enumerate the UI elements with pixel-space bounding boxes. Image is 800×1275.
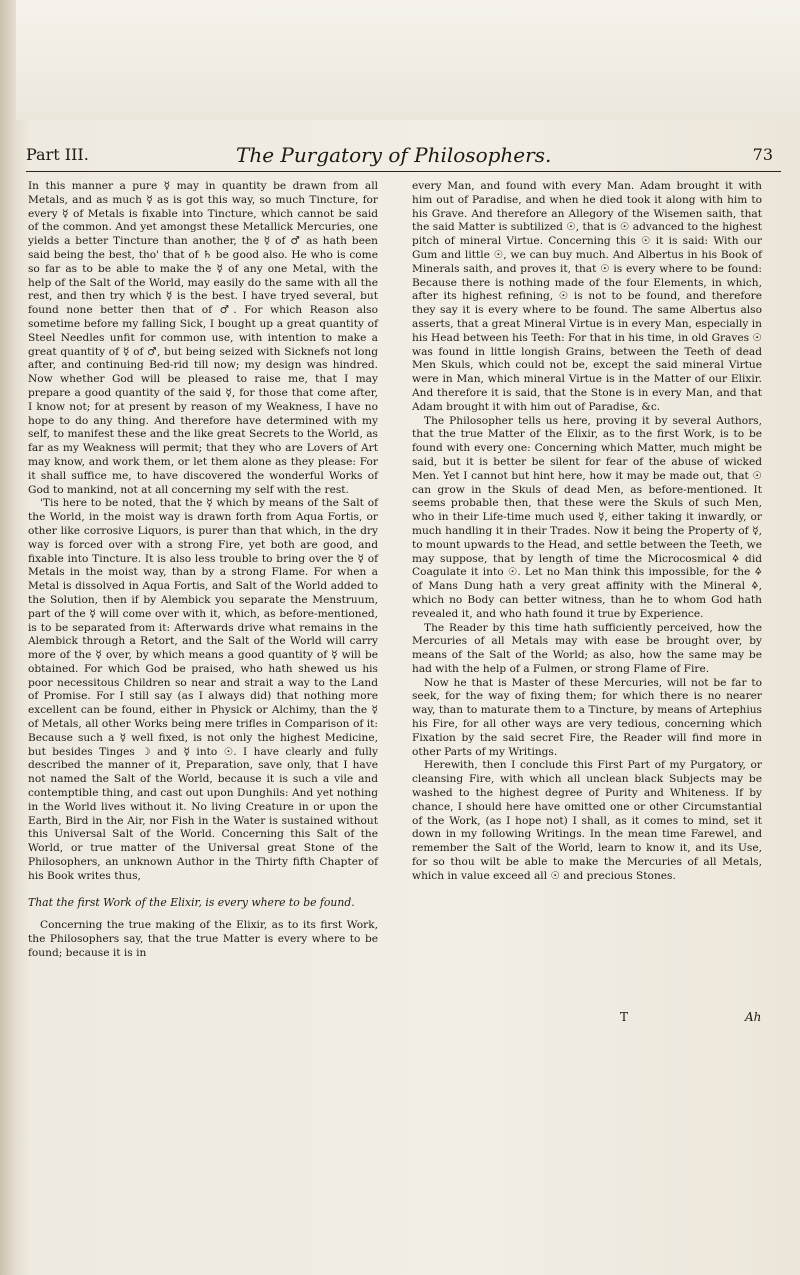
left-column [28,180,378,961]
paragraph: every Man, and found with every Man. Adam brought it with him out of Paradise, and when he died took it along with him to his Grave. And therefore an Allegory of the Wisemen saith, that the said Matter is subtilized ☉, that is ☉ advanced to the highest pitch of mineral Virtue. Concerning this ☉ it is said: With our Gum and little ☉, we can buy much. And Albertus in his Book of Minerals saith, and proves it, that ☉ is every where to be found: Because there is nothing made of the four Elements, in which, after its highest refining, ☉ is not to be found, and therefore they say it is every where to be found. The same Albertus also asserts, that a great Mineral Virtue is in every Man, especially in his Head between his Teeth: For that in his time, in old Graves ☉ was found in little longish Grains, between the Teeth of dead Men Skuls, which could not be, except the said mineral Virtue were in Man, which mineral Virtue is in the Matter of our Elixir. And therefore it is said, that the Stone is in every Man, and that Adam brought it with him out of Paradise, &c. [412,180,762,413]
signature-mark: T [620,1010,629,1024]
paragraph: In this manner a pure ☿ may in quantity be drawn from all Metals, and as much ☿ as is got this way, so much Tincture, for every ☿ of Metals is fixable into Tincture, which cannot be said of the common. And yet amongst these Metallick Mercuries, one yields a better Tincture than another, the ☿ of ♂ as hath been said being the best, tho' that of ♄ be good also. He who is come so far as to be able to make the ☿ of any one Metal, with the help of the Salt of the World, may easily do the same with all the rest, and then try which ☿ is the best. I have tryed several, but found none better then that of ♂. For which Reason also sometime before my falling Sick, I bought up a great quantity of Steel Needles unfit for common use, with intention to make a great quantity of ☿ of ♂, but being seized with Sicknefs not long after, and continuing Bed-rid till now; my design was hindred. Now whether God will be pleased to raise me, that I may prepare a good quantity of the said ☿, for those that come after, I know not; for at present by reason of my Weakness, I have no hope to do any thing. And therefore have determined with my self, to manifest these and the like great Secrets to the World, as far as my Weakness will permit; that they who are Lovers of Art may know, and work them, or let them alone as they please: For it shall suffice me, to have discovered the wonderful Works of God to mankind, not at all concerning my self with the rest. [28,180,378,496]
section-subheading: That the first Work of the Elixir, is every where to be found. [28,895,355,909]
paragraph: Now he that is Master of these Mercuries, will not be far to seek, for the way of fixing them; for which there is no nearer way, than to maturate them to a Tincture, by means of Artephius his Fire, for all other ways are very tedious, concerning which Fixation by the said secret Fire, the Reader will find more in other Parts of my Writings. [412,676,762,758]
paragraph: The Philosopher tells us here, proving it by several Authors, that the true Matter of the Elixir, as to the first Work, is to be found with every one: Concerning which Matter, much might be said, but it is better be silent for fear of the abuse of wicked Men. Yet I cannot but hint here, how it may be made out, that ☉ can grow in the Skuls of dead Men, as before-mentioned. It seems probable then, that these were the Skuls of such Men, who in their Life-time much used ☿, either taking it inwardly, or much handling it in their Trades. Now it being the Property of ☿, to mount upwards to the Head, and settle between the Teeth, we may suppose, that by length of time the Microcosmical 🜍 did Coagulate it into ☉. Let no Man think this impossible, for the 🜍 of Mans Dung hath a very great affinity with the Mineral 🜍, which no Body can better witness, than he to whom God hath revealed it, and who hath found it true by Experience. [412,414,762,620]
paragraph: Concerning the true making of the Elixir, as to its first Work, the Philosophers say, that the true Matter is every where to be found; because it is in [28,919,378,960]
part-label: Part III. [26,145,89,164]
paragraph: 'Tis here to be noted, that the ☿ which by means of the Salt of the World, in the moist way is drawn forth from Aqua Fortis, or other like corrosive Liquors, is purer than that which, in the dry way is forced over with a strong Fire, yet both are good, and fixable into Tincture. It is also less trouble to bring over the ☿ of Metals in the moist way, than by a strong Flame. For when a Metal is dissolved in Aqua Fortis, and Salt of the World added to the Solution, then if by Alembick you separate the Menstruum, part of the ☿ will come over with it, which, as before-mentioned, is to be separated from it: Afterwards drive what remains in the Alembick through a Retort, and the Salt of the World will carry more of the ☿ over, by which means a good quantity of ☿ will be obtained. For which God be praised, who hath shewed us his poor necessitous Children so near and strait a way to the Land of Promise. For I still say (as I always did) that nothing more excellent can be found, either in Physick or Alchimy, than the ☿ of Metals, all other Works being mere trifles in Comparison of it: Because such a ☿ well fixed, is not only the highest Medicine, but besides Tinges ☽ and ☿ into ☉. I have clearly and fully described the manner of it, Preparation, save only, that I have not named the Salt of the World, because it is such a vile and contemptible thing, and cast out upon Dunghils: And yet nothing in the World lives without it. No living Creature in or upon the Earth, Bird in the Air, nor Fish in the Water is sustained without this Universal Salt of the World. Concerning this Salt of the World, or true matter of the Universal great Stone of the Philosophers, an unknown Author in the Thirty fifth Chapter of his Book writes thus, [28,497,378,882]
binding-edge [0,0,16,1275]
paragraph: Herewith, then I conclude this First Part of my Purgatory, or cleansing Fire, with which all unclean black Subjects may be washed to the highest degree of Purity and Whiteness. If by chance, I should here have omitted one or other Circumstantial of the Work, (as I hope not) I shall, as it comes to mind, set it down in my following Writings. In the mean time Farewel, and remember the Salt of the World, learn to know it, and its Use, for so thou wilt be able to make the Mercuries of all Metals, which in value exceed all ☉ and precious Stones. [412,759,762,882]
catchword: Ah [745,1010,762,1024]
right-column [412,180,762,884]
page-top-margin [0,0,800,120]
page-number: 73 [752,145,773,164]
paragraph: The Reader by this time hath sufficiently perceived, how the Mercuries of all Metals may with ease be brought over, by means of the Salt of the World; as also, how the same may be had with the help of a Fulmen, or strong Flame of Fire. [412,621,762,675]
running-title: The Purgatory of Philosophers. [236,143,552,167]
running-header [26,137,781,172]
